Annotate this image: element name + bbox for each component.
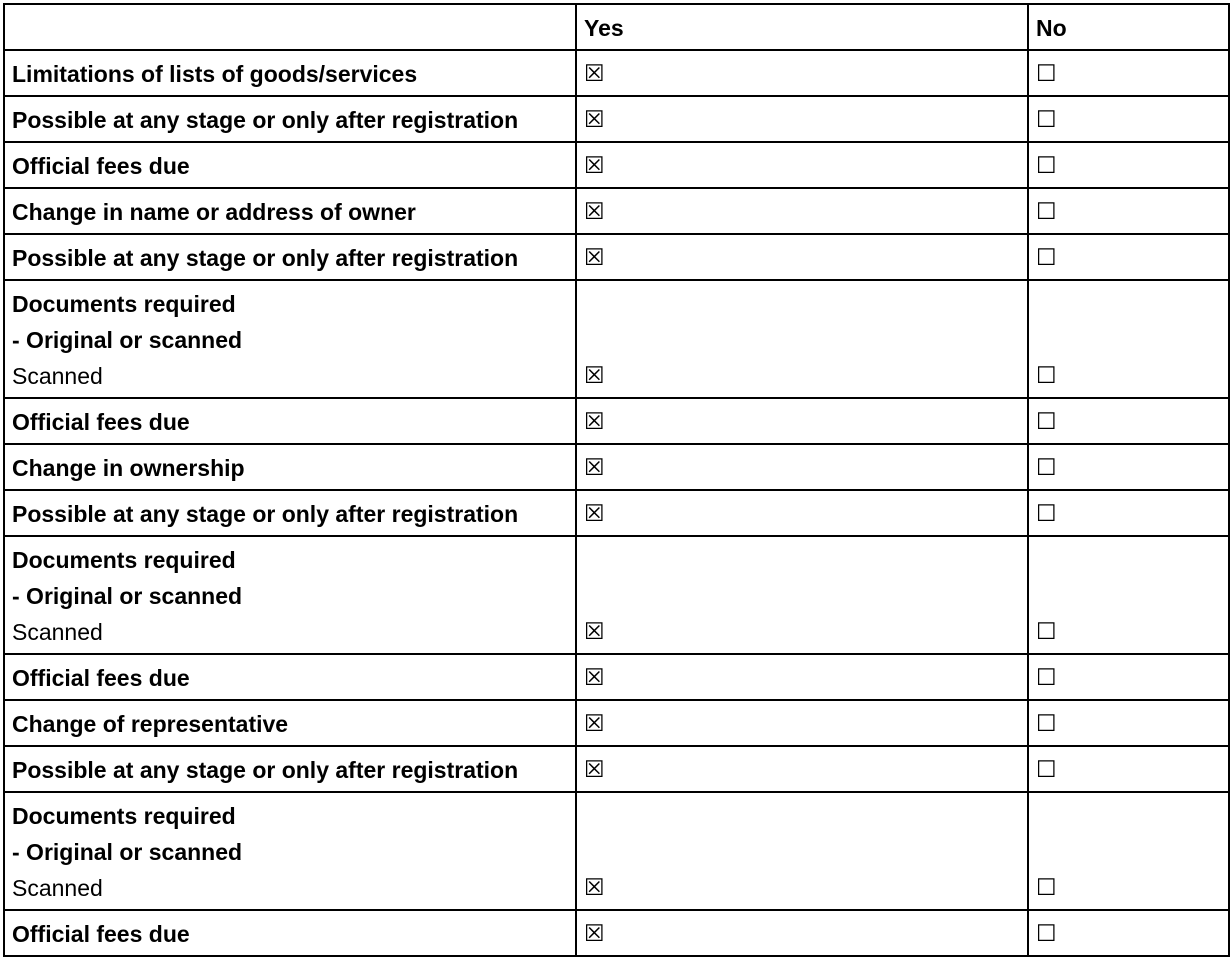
row-label-cell bbox=[4, 142, 576, 188]
no-cell bbox=[1028, 700, 1229, 746]
unchecked-box-icon[interactable]: ☐ bbox=[1036, 875, 1057, 901]
row-label: Documents required bbox=[12, 291, 236, 317]
unchecked-box-icon[interactable]: ☐ bbox=[1036, 619, 1057, 645]
row-label: Official fees due bbox=[12, 153, 190, 179]
no-cell bbox=[1028, 234, 1229, 280]
row-note: Scanned bbox=[12, 619, 103, 645]
no-cell bbox=[1028, 444, 1229, 490]
row-label-cell bbox=[4, 910, 576, 956]
yes-cell bbox=[576, 490, 1028, 536]
no-cell bbox=[1028, 746, 1229, 792]
row-label-cell bbox=[4, 700, 576, 746]
row-label: Documents required bbox=[12, 803, 236, 829]
unchecked-box-icon[interactable]: ☐ bbox=[1036, 153, 1057, 179]
cell-spacer bbox=[584, 286, 1020, 358]
row-label-cell bbox=[4, 746, 576, 792]
yes-cell bbox=[576, 700, 1028, 746]
unchecked-box-icon[interactable]: ☐ bbox=[1036, 409, 1057, 435]
row-note: Scanned bbox=[12, 875, 103, 901]
table-row bbox=[4, 50, 1229, 96]
row-label: Documents required bbox=[12, 547, 236, 573]
row-label-cell bbox=[4, 792, 576, 910]
header-row bbox=[4, 4, 1229, 50]
cell-spacer bbox=[1036, 798, 1221, 870]
no-cell bbox=[1028, 96, 1229, 142]
checked-box-icon[interactable]: ☒ bbox=[584, 363, 605, 389]
header-yes: Yes bbox=[576, 4, 1028, 50]
unchecked-box-icon[interactable]: ☐ bbox=[1036, 107, 1057, 133]
row-label: Possible at any stage or only after registration bbox=[12, 757, 519, 783]
yes-cell bbox=[576, 96, 1028, 142]
row-label-cell bbox=[4, 188, 576, 234]
no-cell bbox=[1028, 50, 1229, 96]
no-cell bbox=[1028, 536, 1229, 654]
row-label: Possible at any stage or only after registration bbox=[12, 107, 519, 133]
checked-box-icon[interactable]: ☒ bbox=[584, 153, 605, 179]
no-cell bbox=[1028, 398, 1229, 444]
table-row bbox=[4, 444, 1229, 490]
checked-box-icon[interactable]: ☒ bbox=[584, 245, 605, 271]
checked-box-icon[interactable]: ☒ bbox=[584, 757, 605, 783]
table-row bbox=[4, 96, 1229, 142]
no-cell bbox=[1028, 142, 1229, 188]
unchecked-box-icon[interactable]: ☐ bbox=[1036, 363, 1057, 389]
no-cell bbox=[1028, 280, 1229, 398]
yes-cell bbox=[576, 792, 1028, 910]
cell-spacer bbox=[584, 798, 1020, 870]
row-label-cell bbox=[4, 50, 576, 96]
yes-cell bbox=[576, 536, 1028, 654]
row-label: Limitations of lists of goods/services bbox=[12, 61, 418, 87]
row-label-cell bbox=[4, 280, 576, 398]
row-label-cell bbox=[4, 654, 576, 700]
unchecked-box-icon[interactable]: ☐ bbox=[1036, 501, 1057, 527]
table-row bbox=[4, 910, 1229, 956]
row-label-cell bbox=[4, 234, 576, 280]
cell-spacer bbox=[1036, 286, 1221, 358]
yes-cell bbox=[576, 142, 1028, 188]
yes-cell bbox=[576, 910, 1028, 956]
checked-box-icon[interactable]: ☒ bbox=[584, 409, 605, 435]
row-label-cell bbox=[4, 444, 576, 490]
unchecked-box-icon[interactable]: ☐ bbox=[1036, 61, 1057, 87]
no-cell bbox=[1028, 792, 1229, 910]
checked-box-icon[interactable]: ☒ bbox=[584, 665, 605, 691]
yes-no-table bbox=[3, 3, 1230, 957]
checked-box-icon[interactable]: ☒ bbox=[584, 455, 605, 481]
no-cell bbox=[1028, 188, 1229, 234]
row-label-cell bbox=[4, 536, 576, 654]
checked-box-icon[interactable]: ☒ bbox=[584, 711, 605, 737]
checked-box-icon[interactable]: ☒ bbox=[584, 619, 605, 645]
table-row bbox=[4, 234, 1229, 280]
no-cell bbox=[1028, 654, 1229, 700]
row-sublabel: - Original or scanned bbox=[12, 583, 243, 609]
yes-cell bbox=[576, 280, 1028, 398]
checked-box-icon[interactable]: ☒ bbox=[584, 199, 605, 225]
row-sublabel: - Original or scanned bbox=[12, 839, 243, 865]
yes-cell bbox=[576, 444, 1028, 490]
yes-cell bbox=[576, 746, 1028, 792]
table-row bbox=[4, 536, 1229, 654]
row-sublabel: - Original or scanned bbox=[12, 327, 243, 353]
yes-cell bbox=[576, 50, 1028, 96]
unchecked-box-icon[interactable]: ☐ bbox=[1036, 245, 1057, 271]
unchecked-box-icon[interactable]: ☐ bbox=[1036, 199, 1057, 225]
yes-cell bbox=[576, 654, 1028, 700]
yes-cell bbox=[576, 188, 1028, 234]
table-row bbox=[4, 398, 1229, 444]
checked-box-icon[interactable]: ☒ bbox=[584, 107, 605, 133]
table-row bbox=[4, 142, 1229, 188]
cell-spacer bbox=[1036, 542, 1221, 614]
checked-box-icon[interactable]: ☒ bbox=[584, 875, 605, 901]
header-label-cell bbox=[4, 4, 576, 50]
checked-box-icon[interactable]: ☒ bbox=[584, 921, 605, 947]
unchecked-box-icon[interactable]: ☐ bbox=[1036, 757, 1057, 783]
unchecked-box-icon[interactable]: ☐ bbox=[1036, 665, 1057, 691]
no-cell bbox=[1028, 490, 1229, 536]
no-cell bbox=[1028, 910, 1229, 956]
cell-spacer bbox=[584, 542, 1020, 614]
checked-box-icon[interactable]: ☒ bbox=[584, 61, 605, 87]
table-row bbox=[4, 792, 1229, 910]
row-label: Possible at any stage or only after registration bbox=[12, 245, 519, 271]
table-row bbox=[4, 188, 1229, 234]
unchecked-box-icon[interactable]: ☐ bbox=[1036, 921, 1057, 947]
row-label: Change in name or address of owner bbox=[12, 199, 416, 225]
table-row bbox=[4, 746, 1229, 792]
unchecked-box-icon[interactable]: ☐ bbox=[1036, 711, 1057, 737]
row-label: Change of representative bbox=[12, 711, 289, 737]
row-label: Official fees due bbox=[12, 921, 190, 947]
row-label-cell bbox=[4, 398, 576, 444]
row-label: Official fees due bbox=[12, 665, 190, 691]
checked-box-icon[interactable]: ☒ bbox=[584, 501, 605, 527]
table-row bbox=[4, 490, 1229, 536]
row-label-cell bbox=[4, 490, 576, 536]
row-label: Change in ownership bbox=[12, 455, 245, 481]
header-no: No bbox=[1028, 4, 1229, 50]
table-body bbox=[4, 4, 1229, 956]
row-note: Scanned bbox=[12, 363, 103, 389]
yes-cell bbox=[576, 234, 1028, 280]
row-label-cell bbox=[4, 96, 576, 142]
row-label: Official fees due bbox=[12, 409, 190, 435]
table-row bbox=[4, 280, 1229, 398]
yes-cell bbox=[576, 398, 1028, 444]
unchecked-box-icon[interactable]: ☐ bbox=[1036, 455, 1057, 481]
table-row bbox=[4, 700, 1229, 746]
row-label: Possible at any stage or only after registration bbox=[12, 501, 519, 527]
table-row bbox=[4, 654, 1229, 700]
